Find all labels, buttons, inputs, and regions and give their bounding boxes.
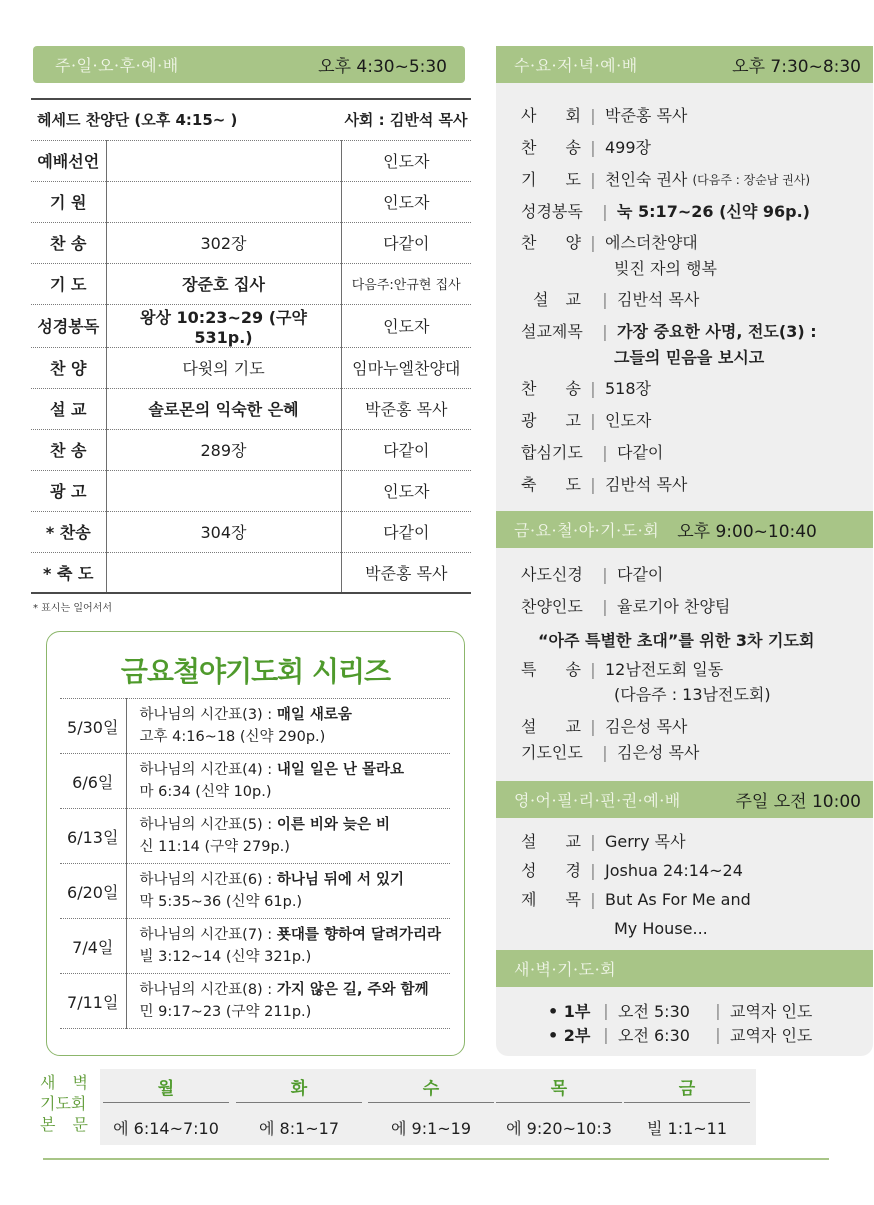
series-row [60, 754, 450, 809]
row-continuation: My House... [614, 919, 708, 938]
series-topic: 하나님 뒤에 서 있기 [276, 872, 405, 888]
row-divider: | [715, 1025, 721, 1044]
dawn-row [548, 999, 812, 1022]
series-prefix: 하나님의 시간표(7) : [139, 927, 277, 943]
order-content: 솔로몬의 익숙한 은혜 [106, 388, 341, 429]
order-item: 기 도 [31, 263, 106, 304]
order-item: 광 고 [31, 470, 106, 511]
row-value: 다같이 [617, 443, 664, 462]
order-content: 장준호 집사 [106, 263, 341, 304]
row-divider: | [590, 233, 596, 252]
row-label: 광 고 [521, 411, 581, 430]
order-item: 설 교 [31, 388, 106, 429]
order-content: 다윗의 기도 [106, 347, 341, 388]
series-text [126, 699, 450, 754]
reading-day: 금 [624, 1077, 750, 1103]
row-value: 에스더찬양대 [605, 233, 698, 252]
sunday-service-title: 주·일·오·후·예·배 [55, 56, 179, 75]
friday-row [521, 742, 699, 764]
series-row [60, 974, 450, 1029]
reading-day-col [236, 1077, 362, 1139]
table-row [31, 263, 471, 304]
series-topic: 내일 일은 난 몰라요 [276, 762, 405, 778]
reading-day-col [496, 1077, 622, 1139]
row-divider: | [590, 890, 596, 909]
order-item: * 찬송 [31, 511, 106, 552]
table-row [31, 388, 471, 429]
wednesday-row [521, 321, 817, 343]
row-label: 합심기도 [521, 443, 583, 462]
row-label: 설 교 [521, 717, 581, 736]
order-content [106, 552, 341, 593]
label-line: 새 벽 [40, 1073, 88, 1092]
series-row [60, 699, 450, 754]
row-label: 찬 양 [521, 233, 581, 252]
row-extra: (다음주 : 장순남 권사) [692, 173, 811, 187]
row-value: 518장 [605, 379, 651, 398]
row-label: 기 도 [521, 170, 581, 189]
order-leader: 인도자 [341, 181, 471, 222]
order-leader: 다같이 [341, 429, 471, 470]
dawn-leader: 교역자 인도 [730, 1026, 813, 1045]
table-row [31, 552, 471, 593]
row-divider: | [590, 411, 596, 430]
series-text [126, 754, 450, 809]
dawn-time: 오전 5:30 [618, 1002, 690, 1021]
wednesday-service-time: 오후 7:30~8:30 [732, 57, 861, 77]
wednesday-row [521, 169, 810, 191]
table-row [31, 304, 471, 347]
reading-day-col [103, 1077, 229, 1139]
prayer-meeting-highlight: “아주 특별한 초대”를 위한 3차 기도회 [538, 631, 815, 650]
series-topic: 푯대를 향하여 달려가리라 [276, 927, 441, 943]
row-divider: | [590, 717, 596, 736]
series-ref: 막 5:35~36 (신약 61p.) [139, 894, 303, 910]
row-continuation: (다음주 : 13남전도회) [614, 685, 771, 704]
order-leader: 임마누엘찬양대 [341, 347, 471, 388]
series-text [126, 919, 450, 974]
row-divider: | [590, 106, 596, 125]
reading-day-col [624, 1077, 750, 1139]
row-label: 기도인도 [521, 743, 583, 762]
friday-row [521, 564, 663, 586]
order-leader: 박준홍 목사 [341, 388, 471, 429]
row-value: 김반석 목사 [605, 475, 688, 494]
reading-text: 에 9:20~10:3 [506, 1119, 612, 1138]
table-row [31, 429, 471, 470]
series-topic: 이른 비와 늦은 비 [276, 817, 391, 833]
wednesday-row [521, 378, 651, 400]
friday-series-box [46, 631, 465, 1056]
reading-day: 월 [103, 1077, 229, 1103]
wednesday-service-header [496, 46, 873, 83]
choir-info: 헤세드 찬양단 (오후 4:15~ ) [31, 99, 341, 140]
row-value: 499장 [605, 138, 651, 157]
order-item: 기 원 [31, 181, 106, 222]
row-divider: | [590, 832, 596, 851]
dawn-leader: 교역자 인도 [730, 1002, 813, 1021]
order-item: 찬 양 [31, 347, 106, 388]
order-content: 302장 [106, 222, 341, 263]
order-content [106, 470, 341, 511]
order-content [106, 181, 341, 222]
series-date: 7/4일 [60, 919, 126, 974]
series-row [60, 919, 450, 974]
friday-service-header [496, 511, 873, 548]
row-divider: | [590, 170, 596, 189]
row-label: 사도신경 [521, 565, 583, 584]
row-value: 김은성 목사 [605, 717, 688, 736]
series-prefix: 하나님의 시간표(3) : [139, 707, 277, 723]
row-divider: | [590, 475, 596, 494]
row-divider: | [602, 443, 608, 462]
row-divider: | [590, 861, 596, 880]
english-row [521, 860, 743, 882]
series-text [126, 809, 450, 864]
series-ref: 신 11:14 (구약 279p.) [139, 839, 290, 855]
reading-text: 에 6:14~7:10 [113, 1119, 219, 1138]
label-line: 기도회 [40, 1094, 87, 1113]
row-label: 설교제목 [521, 322, 583, 341]
row-divider: | [590, 138, 596, 157]
row-divider: | [590, 379, 596, 398]
row-value: 인도자 [605, 411, 652, 430]
series-topic: 매일 새로움 [276, 707, 352, 723]
row-divider: | [602, 202, 608, 221]
row-continuation: 빚진 자의 행복 [614, 259, 717, 278]
row-divider: | [715, 1001, 721, 1020]
dawn-prayer-header [496, 950, 873, 987]
order-leader: 박준홍 목사 [341, 552, 471, 593]
order-leader: 다같이 [341, 511, 471, 552]
row-divider: | [603, 1001, 609, 1020]
series-row [60, 864, 450, 919]
row-label: 설 교 [521, 832, 581, 851]
row-value: 천인숙 권사 [605, 170, 688, 189]
standing-note: * 표시는 일어서서 [33, 603, 112, 614]
row-continuation: 그들의 믿음을 보시고 [614, 348, 765, 367]
order-item: 예배선언 [31, 140, 106, 181]
row-divider: | [602, 597, 608, 616]
row-label: 성경봉독 [521, 202, 583, 221]
bottom-divider [43, 1158, 829, 1160]
series-prefix: 하나님의 시간표(8) : [139, 982, 277, 998]
table-row [31, 222, 471, 263]
sunday-order-table [31, 98, 471, 594]
row-divider: | [602, 322, 608, 341]
reading-text: 에 9:1~19 [390, 1119, 472, 1138]
row-label: 특 송 [521, 660, 581, 679]
row-label: 축 도 [521, 475, 581, 494]
wednesday-row [521, 105, 687, 127]
friday-row [521, 596, 730, 618]
friday-row [521, 659, 723, 681]
table-row [31, 347, 471, 388]
row-value: 박준홍 목사 [605, 106, 688, 125]
row-divider: | [602, 290, 608, 309]
order-leader: 다같이 [341, 222, 471, 263]
series-date: 5/30일 [60, 699, 126, 754]
reading-text: 빌 1:1~11 [646, 1119, 728, 1138]
row-value: 12남전도회 일동 [605, 660, 724, 679]
wednesday-row [521, 137, 651, 159]
row-label: 제 목 [521, 890, 581, 909]
moderator-info: 사회 : 김반석 목사 [341, 99, 471, 140]
order-content: 289장 [106, 429, 341, 470]
series-date: 6/20일 [60, 864, 126, 919]
series-date: 6/13일 [60, 809, 126, 864]
series-ref: 고후 4:16~18 (신약 290p.) [139, 729, 326, 745]
reading-day-col [368, 1077, 494, 1139]
reading-day: 수 [368, 1077, 494, 1103]
sunday-service-time: 오후 4:30~5:30 [318, 57, 447, 77]
row-value: But As For Me and [605, 890, 751, 909]
row-value: 율로기아 찬양팀 [617, 597, 731, 616]
order-item: 찬 송 [31, 222, 106, 263]
order-item: * 축 도 [31, 552, 106, 593]
series-text [126, 974, 450, 1029]
table-row [31, 511, 471, 552]
friday-service-title: 금·요·철·야·기·도·회 [514, 521, 660, 540]
dawn-row [548, 1023, 812, 1046]
order-leader: 인도자 [341, 304, 471, 347]
series-prefix: 하나님의 시간표(4) : [139, 762, 277, 778]
wednesday-row [521, 410, 651, 432]
wednesday-row [521, 442, 663, 464]
sunday-table-head [31, 99, 471, 140]
dawn-part: • 1부 [548, 1002, 591, 1021]
row-value: 눅 5:17~26 (신약 96p.) [617, 202, 810, 221]
dawn-time: 오전 6:30 [618, 1026, 690, 1045]
series-ref: 빌 3:12~14 (신약 321p.) [139, 949, 312, 965]
sunday-service-header [33, 46, 465, 83]
english-service-title: 영·어·필·리·핀·권·예·배 [514, 791, 681, 810]
series-ref: 민 9:17~23 (구약 211p.) [139, 1004, 312, 1020]
order-item: 성경봉독 [31, 304, 106, 347]
series-title: 금요철야기도회 시리즈 [120, 655, 391, 688]
series-row [60, 809, 450, 864]
wednesday-row [521, 474, 687, 496]
series-table [60, 698, 450, 1029]
wednesday-row [521, 232, 698, 254]
order-content: 왕상 10:23~29 (구약 531p.) [106, 304, 341, 347]
table-row [31, 181, 471, 222]
dawn-part: • 2부 [548, 1026, 591, 1045]
wednesday-row [521, 289, 699, 311]
series-prefix: 하나님의 시간표(5) : [139, 817, 277, 833]
order-leader: 인도자 [341, 140, 471, 181]
english-row [521, 889, 751, 911]
series-text [126, 864, 450, 919]
series-ref: 마 6:34 (신약 10p.) [139, 784, 272, 800]
row-value: Joshua 24:14~24 [605, 861, 743, 880]
row-value: Gerry 목사 [605, 832, 686, 851]
table-row [31, 140, 471, 181]
row-label: 사 회 [521, 106, 581, 125]
english-service-header [496, 781, 873, 818]
row-value: 다같이 [617, 565, 664, 584]
dawn-prayer-title: 새·벽·기·도·회 [514, 960, 617, 979]
order-item: 찬 송 [31, 429, 106, 470]
series-date: 6/6일 [60, 754, 126, 809]
label-line: 본 문 [40, 1115, 88, 1134]
row-value: 가장 중요한 사명, 전도(3) : [617, 322, 817, 341]
reading-day: 목 [496, 1077, 622, 1103]
series-prefix: 하나님의 시간표(6) : [139, 872, 277, 888]
english-service-time: 주일 오전 10:00 [735, 792, 861, 812]
english-row [521, 831, 686, 853]
order-leader: 인도자 [341, 470, 471, 511]
row-divider: | [603, 1025, 609, 1044]
reading-day: 화 [236, 1077, 362, 1103]
series-date: 7/11일 [60, 974, 126, 1029]
row-label: 찬 송 [521, 138, 581, 157]
friday-service-time: 오후 9:00~10:40 [677, 522, 817, 542]
dawn-readings-label [40, 1072, 88, 1135]
friday-row [521, 716, 687, 738]
series-topic: 가지 않은 길, 주와 함께 [276, 982, 429, 998]
row-divider: | [602, 743, 608, 762]
reading-text: 에 8:1~17 [258, 1119, 340, 1138]
order-content [106, 140, 341, 181]
order-content: 304장 [106, 511, 341, 552]
row-label: 찬 송 [521, 379, 581, 398]
order-leader: 다음주:안규현 집사 [341, 263, 471, 304]
wednesday-row [521, 201, 810, 223]
row-value: 김은성 목사 [617, 743, 700, 762]
row-label: 찬양인도 [521, 597, 583, 616]
table-row [31, 470, 471, 511]
wednesday-service-title: 수·요·저·녁·예·배 [514, 56, 638, 75]
row-label: 설 교 [533, 290, 581, 309]
row-divider: | [590, 660, 596, 679]
row-label: 성 경 [521, 861, 581, 880]
row-value: 김반석 목사 [617, 290, 700, 309]
row-divider: | [602, 565, 608, 584]
